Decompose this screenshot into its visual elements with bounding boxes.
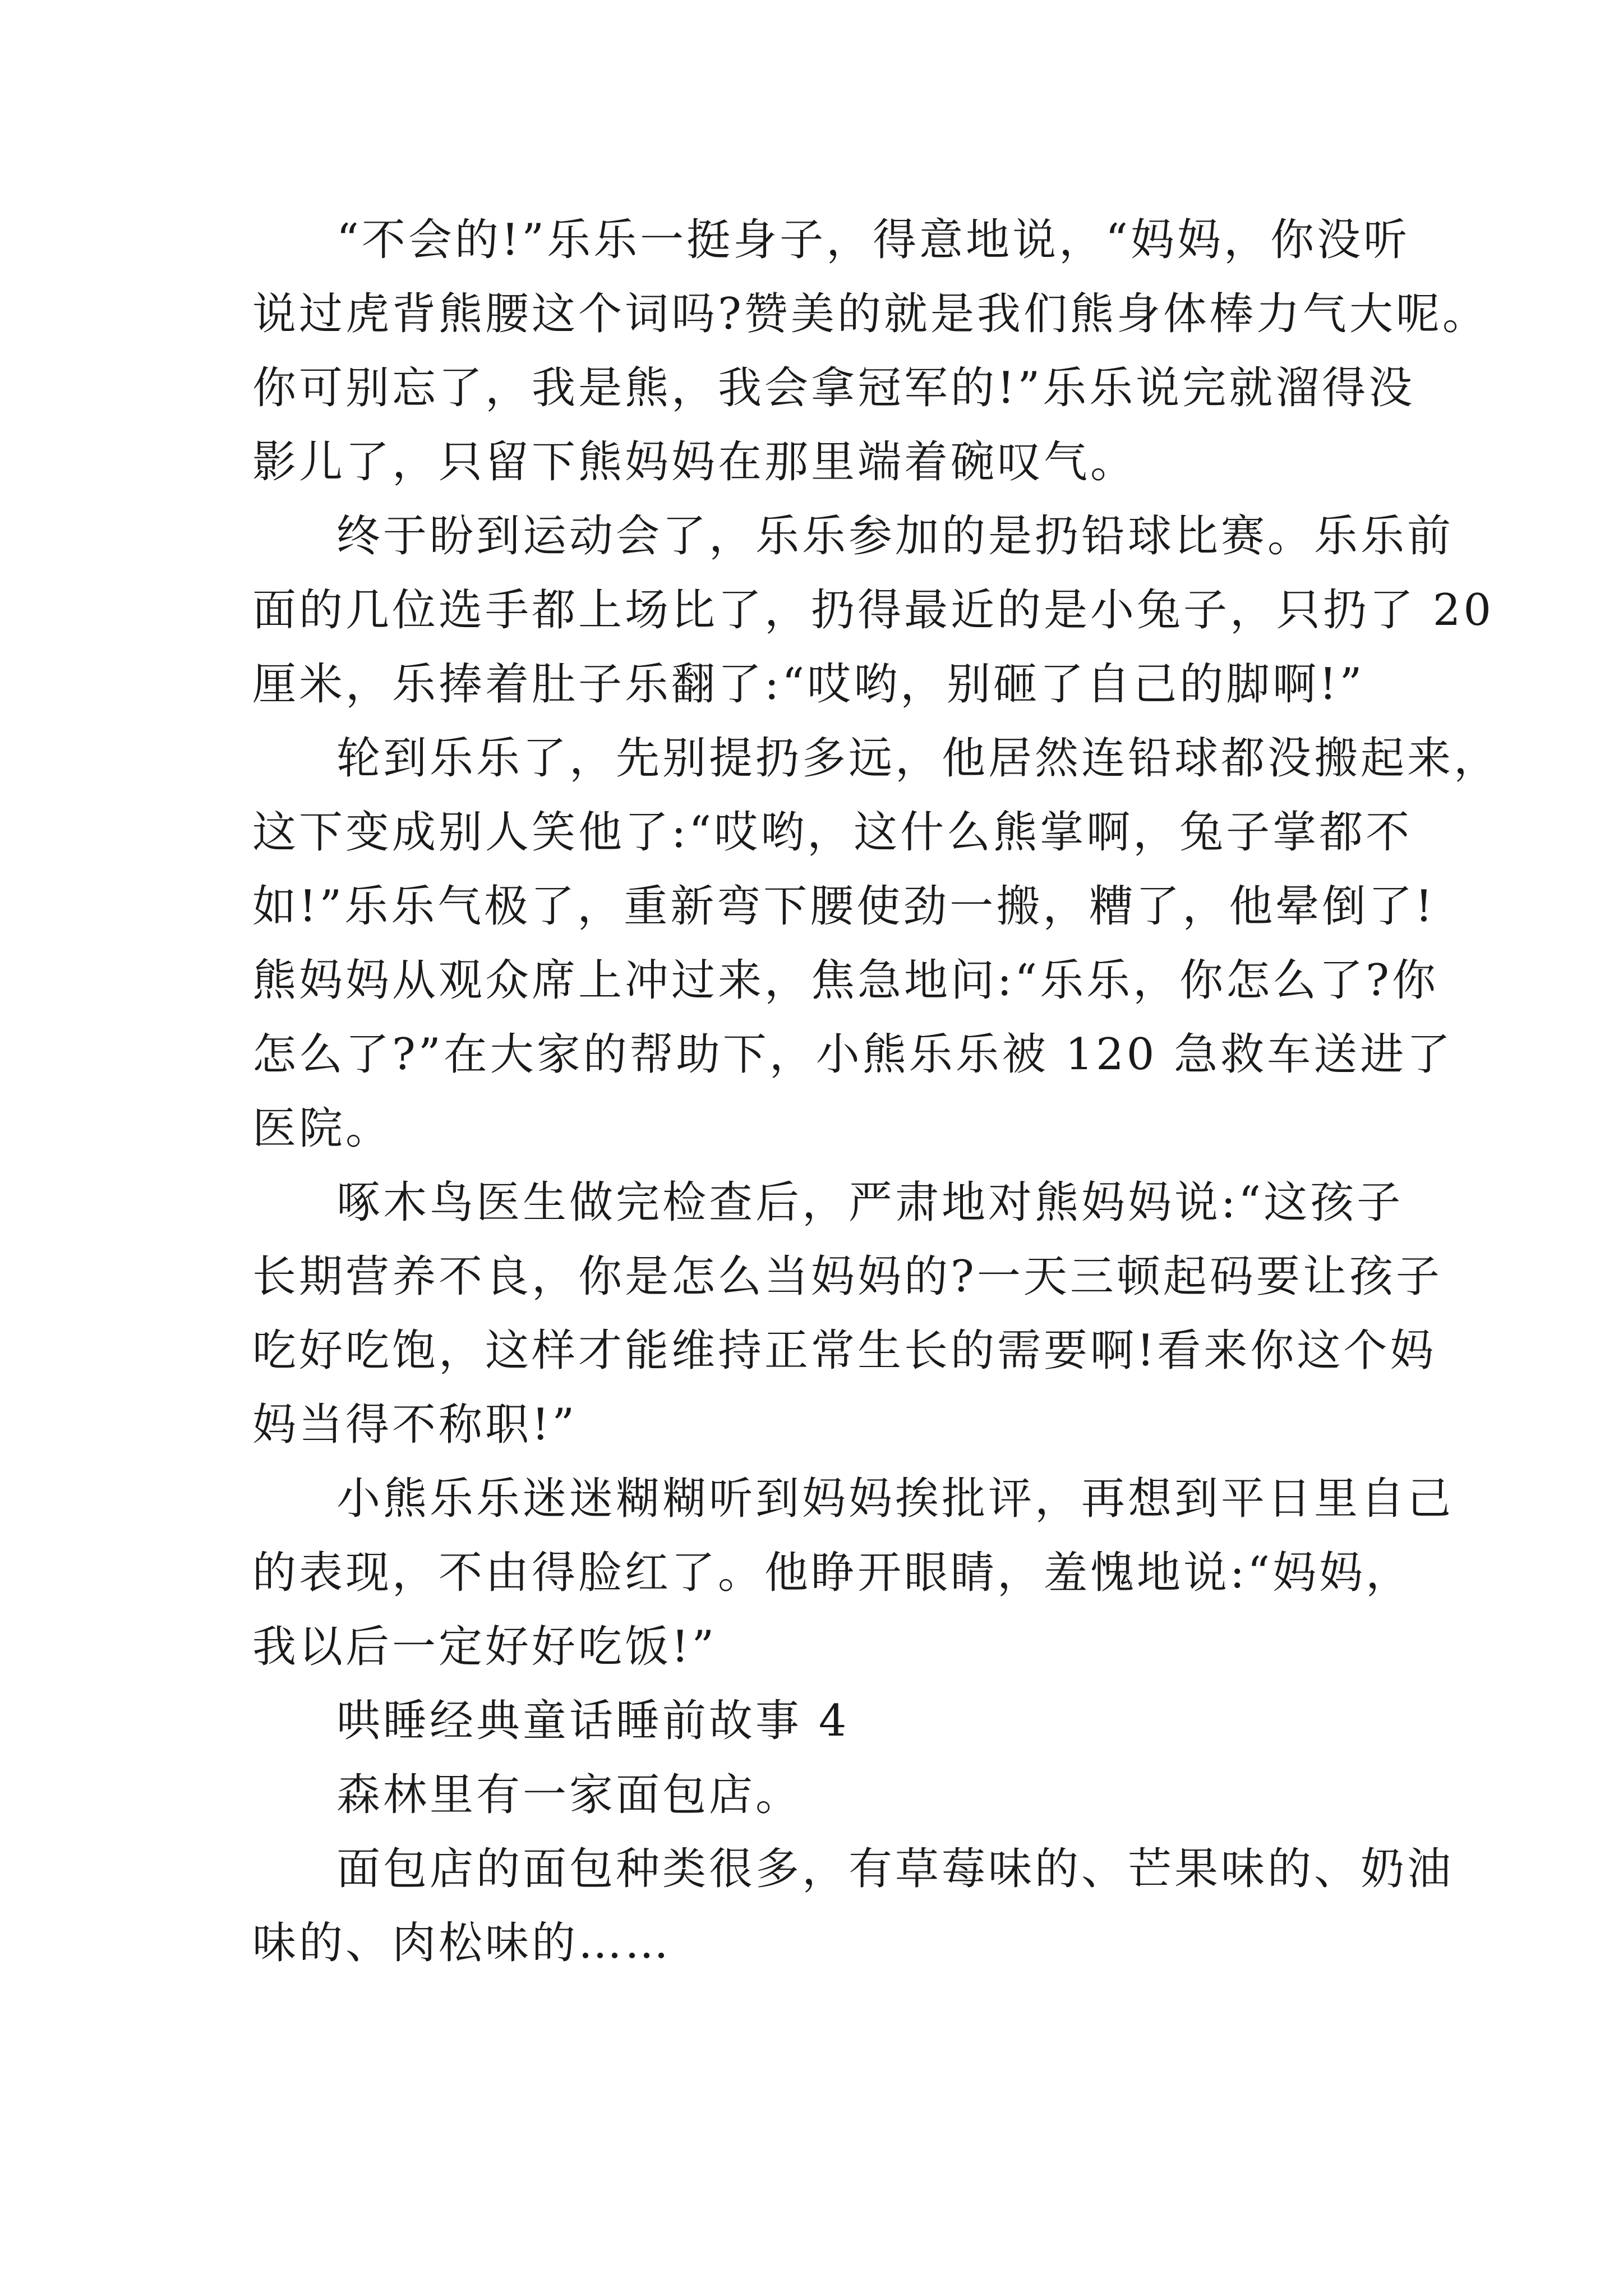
text-line: 森林里有一家面包店。 [336,1770,803,1820]
text-line: 说过虎背熊腰这个词吗?赞美的就是我们熊身体棒力气大呢。 [252,289,1489,339]
text-line: 熊妈妈从观众席上冲过来，焦急地问:“乐乐，你怎么了?你 [252,955,1438,1006]
text-line: 这下变成别人笑他了:“哎哟，这什么熊掌啊，兔子掌都不 [252,807,1413,858]
text-line: 轮到乐乐了，先别提扔多远，他居然连铅球都没搬起来， [336,733,1501,784]
text-line: 味的、肉松味的…… [252,1918,672,1968]
text-line: 我以后一定好好吃饭!” [252,1622,717,1672]
text-line: 小熊乐乐迷迷糊糊听到妈妈挨批评，再想到平日里自己 [336,1474,1454,1524]
text-line: 影儿了，只留下熊妈妈在那里端着碗叹气。 [252,437,1137,487]
text-line: 妈当得不称职!” [252,1400,578,1450]
text-line: “不会的!”乐乐一挺身子，得意地说，“妈妈，你没听 [336,215,1410,265]
text-line: 的表现，不由得脸红了。他睁开眼睛，羞愧地说:“妈妈， [252,1548,1413,1598]
text-line: 怎么了?”在大家的帮助下，小熊乐乐被 120 急救车送进了 [252,1029,1454,1080]
text-line: 吃好吃饱，这样才能维持正常生长的需要啊!看来你这个妈 [252,1326,1437,1376]
document-body [252,203,1501,1980]
text-line: 啄木鸟医生做完检查后，严肃地对熊妈妈说:“这孩子 [336,1177,1404,1228]
text-line: 长期营养不良，你是怎么当妈妈的?一天三顿起码要让孩子 [252,1251,1442,1302]
text-line: 厘米，乐捧着肚子乐翻了:“哎哟，别砸了自己的脚啊!” [252,659,1365,710]
text-line: 医院。 [252,1103,393,1154]
text-line: 终于盼到运动会了，乐乐参加的是扔铅球比赛。乐乐前 [336,511,1454,562]
text-line: 面的几位选手都上场比了，扔得最近的是小兔子，只扔了 20 [252,585,1495,636]
text-line: 你可别忘了，我是熊，我会拿冠军的!”乐乐说完就溜得没 [252,363,1415,413]
text-line: 面包店的面包种类很多，有草莓味的、芒果味的、奶油 [336,1844,1454,1894]
section-heading: 哄睡经典童话睡前故事 4 [336,1696,850,1746]
text-line: 如!”乐乐气极了，重新弯下腰使劲一搬，糟了，他晕倒了! [252,881,1436,932]
